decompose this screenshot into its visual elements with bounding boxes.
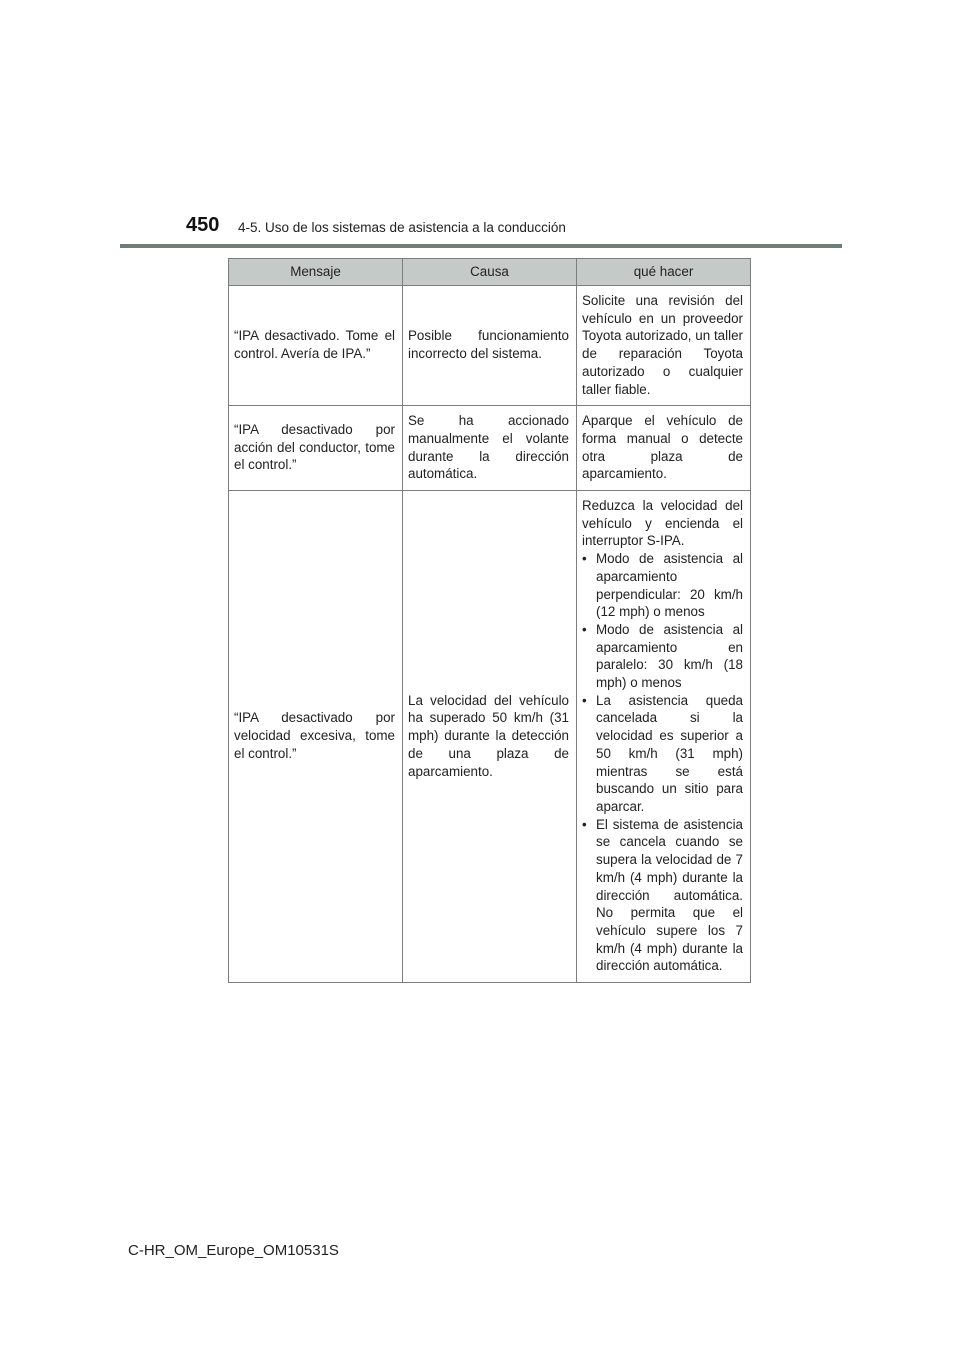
column-header-message: Mensaje bbox=[229, 259, 403, 286]
action-cell bbox=[577, 491, 751, 983]
list-item bbox=[582, 550, 743, 621]
action-intro: Reduzca la velocidad del vehículo y encienda el interruptor S-IPA. bbox=[582, 498, 743, 549]
list-item bbox=[582, 621, 743, 692]
list-item bbox=[582, 692, 743, 816]
table-row bbox=[229, 491, 751, 983]
header-divider bbox=[120, 244, 842, 248]
bullet-text: La asistencia queda cancelada si la velocidad es superior a 50 km/h (31 mph) mientras se está buscando un sitio para aparcar. bbox=[596, 692, 743, 814]
bullet-text: El sistema de asistencia se cancela cuando se supera la velocidad de 7 km/h (4 mph) durante la dirección automática. No permita que el vehículo supere los 7 km/h (4 mph) durante la dirección automática. bbox=[596, 816, 743, 974]
list-item bbox=[582, 816, 743, 975]
bullet-text: Modo de asistencia al aparcamiento en paralelo: 30 km/h (18 mph) o menos bbox=[596, 621, 743, 691]
message-cell: “IPA desactivado por velocidad excesiva, tome el control.” bbox=[229, 491, 403, 983]
cause-cell: Posible funcionamiento incorrecto del sistema. bbox=[403, 286, 577, 406]
table-header-row bbox=[229, 259, 751, 286]
column-header-action: qué hacer bbox=[577, 259, 751, 286]
action-bullet-list bbox=[582, 550, 743, 975]
message-cell: “IPA desactivado. Tome el control. Avería de IPA.” bbox=[229, 286, 403, 406]
section-title: 4-5. Uso de los sistemas de asistencia a la conducción bbox=[238, 220, 566, 235]
bullet-icon: • bbox=[582, 551, 587, 567]
bullet-icon: • bbox=[582, 692, 587, 708]
table-row bbox=[229, 286, 751, 406]
bullet-icon: • bbox=[582, 816, 587, 832]
document-code: C-HR_OM_Europe_OM10531S bbox=[128, 1242, 339, 1259]
action-cell: Solicite una revisión del vehículo en un proveedor Toyota autorizado, un taller de reparación Toyota autorizado o cualquier taller fiable. bbox=[577, 286, 751, 406]
message-table bbox=[228, 258, 751, 983]
page-number: 450 bbox=[186, 214, 220, 236]
message-cell: “IPA desactivado por acción del conductor, tome el control.” bbox=[229, 406, 403, 491]
column-header-cause: Causa bbox=[403, 259, 577, 286]
bullet-icon: • bbox=[582, 621, 587, 637]
cause-cell: Se ha accionado manualmente el volante durante la dirección automática. bbox=[403, 406, 577, 491]
bullet-text: Modo de asistencia al aparcamiento perpendicular: 20 km/h (12 mph) o menos bbox=[596, 551, 743, 620]
table-row bbox=[229, 406, 751, 491]
action-cell: Aparque el vehículo de forma manual o detecte otra plaza de aparcamiento. bbox=[577, 406, 751, 491]
cause-cell: La velocidad del vehículo ha superado 50 km/h (31 mph) durante la detección de una plaza de aparcamiento. bbox=[403, 491, 577, 983]
